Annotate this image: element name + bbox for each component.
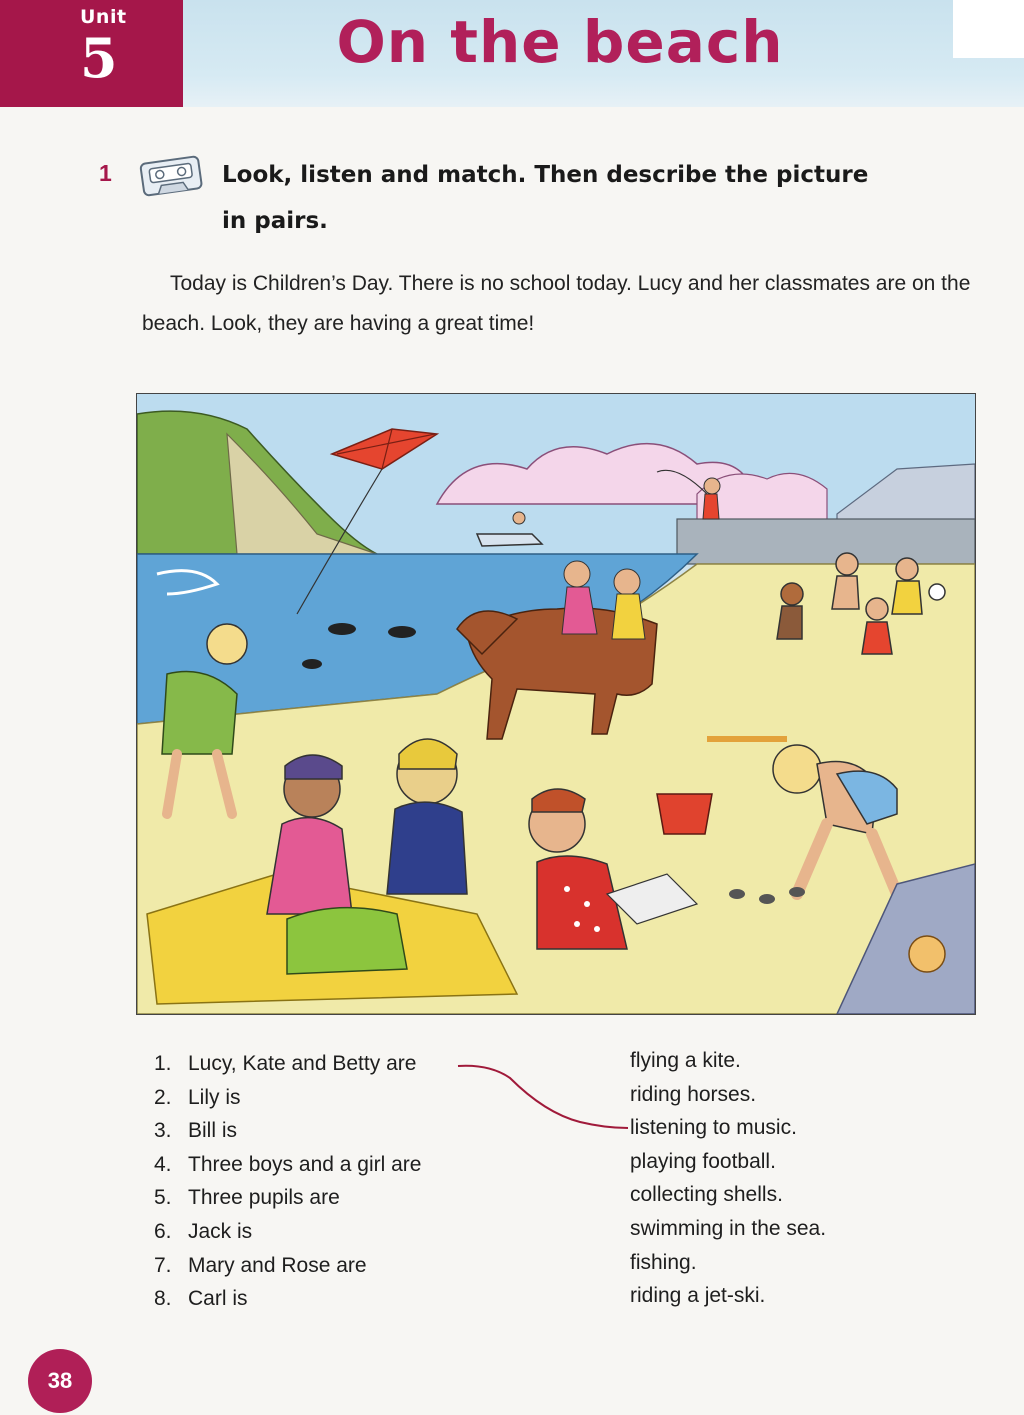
list-item: 5. Three pupils are	[154, 1186, 340, 1210]
list-item: listening to music.	[630, 1116, 797, 1140]
list-item: riding a jet-ski.	[630, 1284, 766, 1308]
cassette-tape-icon	[136, 152, 206, 202]
instruction-line-1: Look, listen and match. Then describe the picture	[222, 162, 869, 188]
list-item: fishing.	[630, 1250, 697, 1274]
beach-illustration	[136, 393, 976, 1015]
list-item: swimming in the sea.	[630, 1216, 827, 1240]
intro-paragraph: Today is Children’s Day. There is no school today. Lucy and her classmates are on the beach. Look, they are having a great time!	[142, 272, 971, 335]
exercise-instruction	[222, 152, 1012, 244]
instruction-line-2: in pairs.	[222, 208, 328, 234]
unit-badge	[0, 0, 183, 107]
unit-number: 5	[80, 26, 118, 90]
list-item: 6. Jack is	[154, 1219, 253, 1243]
list-item: flying a kite.	[630, 1049, 741, 1072]
match-left-list	[154, 1047, 421, 1316]
list-item: 8. Carl is	[154, 1287, 248, 1311]
list-item: collecting shells.	[630, 1183, 783, 1207]
list-item: riding horses.	[630, 1082, 757, 1106]
list-item: 4. Three boys and a girl are	[154, 1152, 422, 1176]
list-item: 1. Lucy, Kate and Betty are	[154, 1052, 417, 1075]
list-item: playing football.	[630, 1149, 776, 1173]
list-item: 2. Lily is	[154, 1085, 241, 1109]
match-right-list	[630, 1044, 826, 1313]
page-title: On the beach	[336, 8, 784, 76]
list-item: 7. Mary and Rose are	[154, 1253, 367, 1277]
page-number: 38	[28, 1349, 92, 1413]
exercise-number: 1	[99, 160, 112, 186]
example-match-line	[450, 1058, 630, 1138]
list-item: 3. Bill is	[154, 1119, 238, 1143]
corner-tab	[953, 0, 1024, 58]
unit-label: Unit	[80, 6, 127, 28]
